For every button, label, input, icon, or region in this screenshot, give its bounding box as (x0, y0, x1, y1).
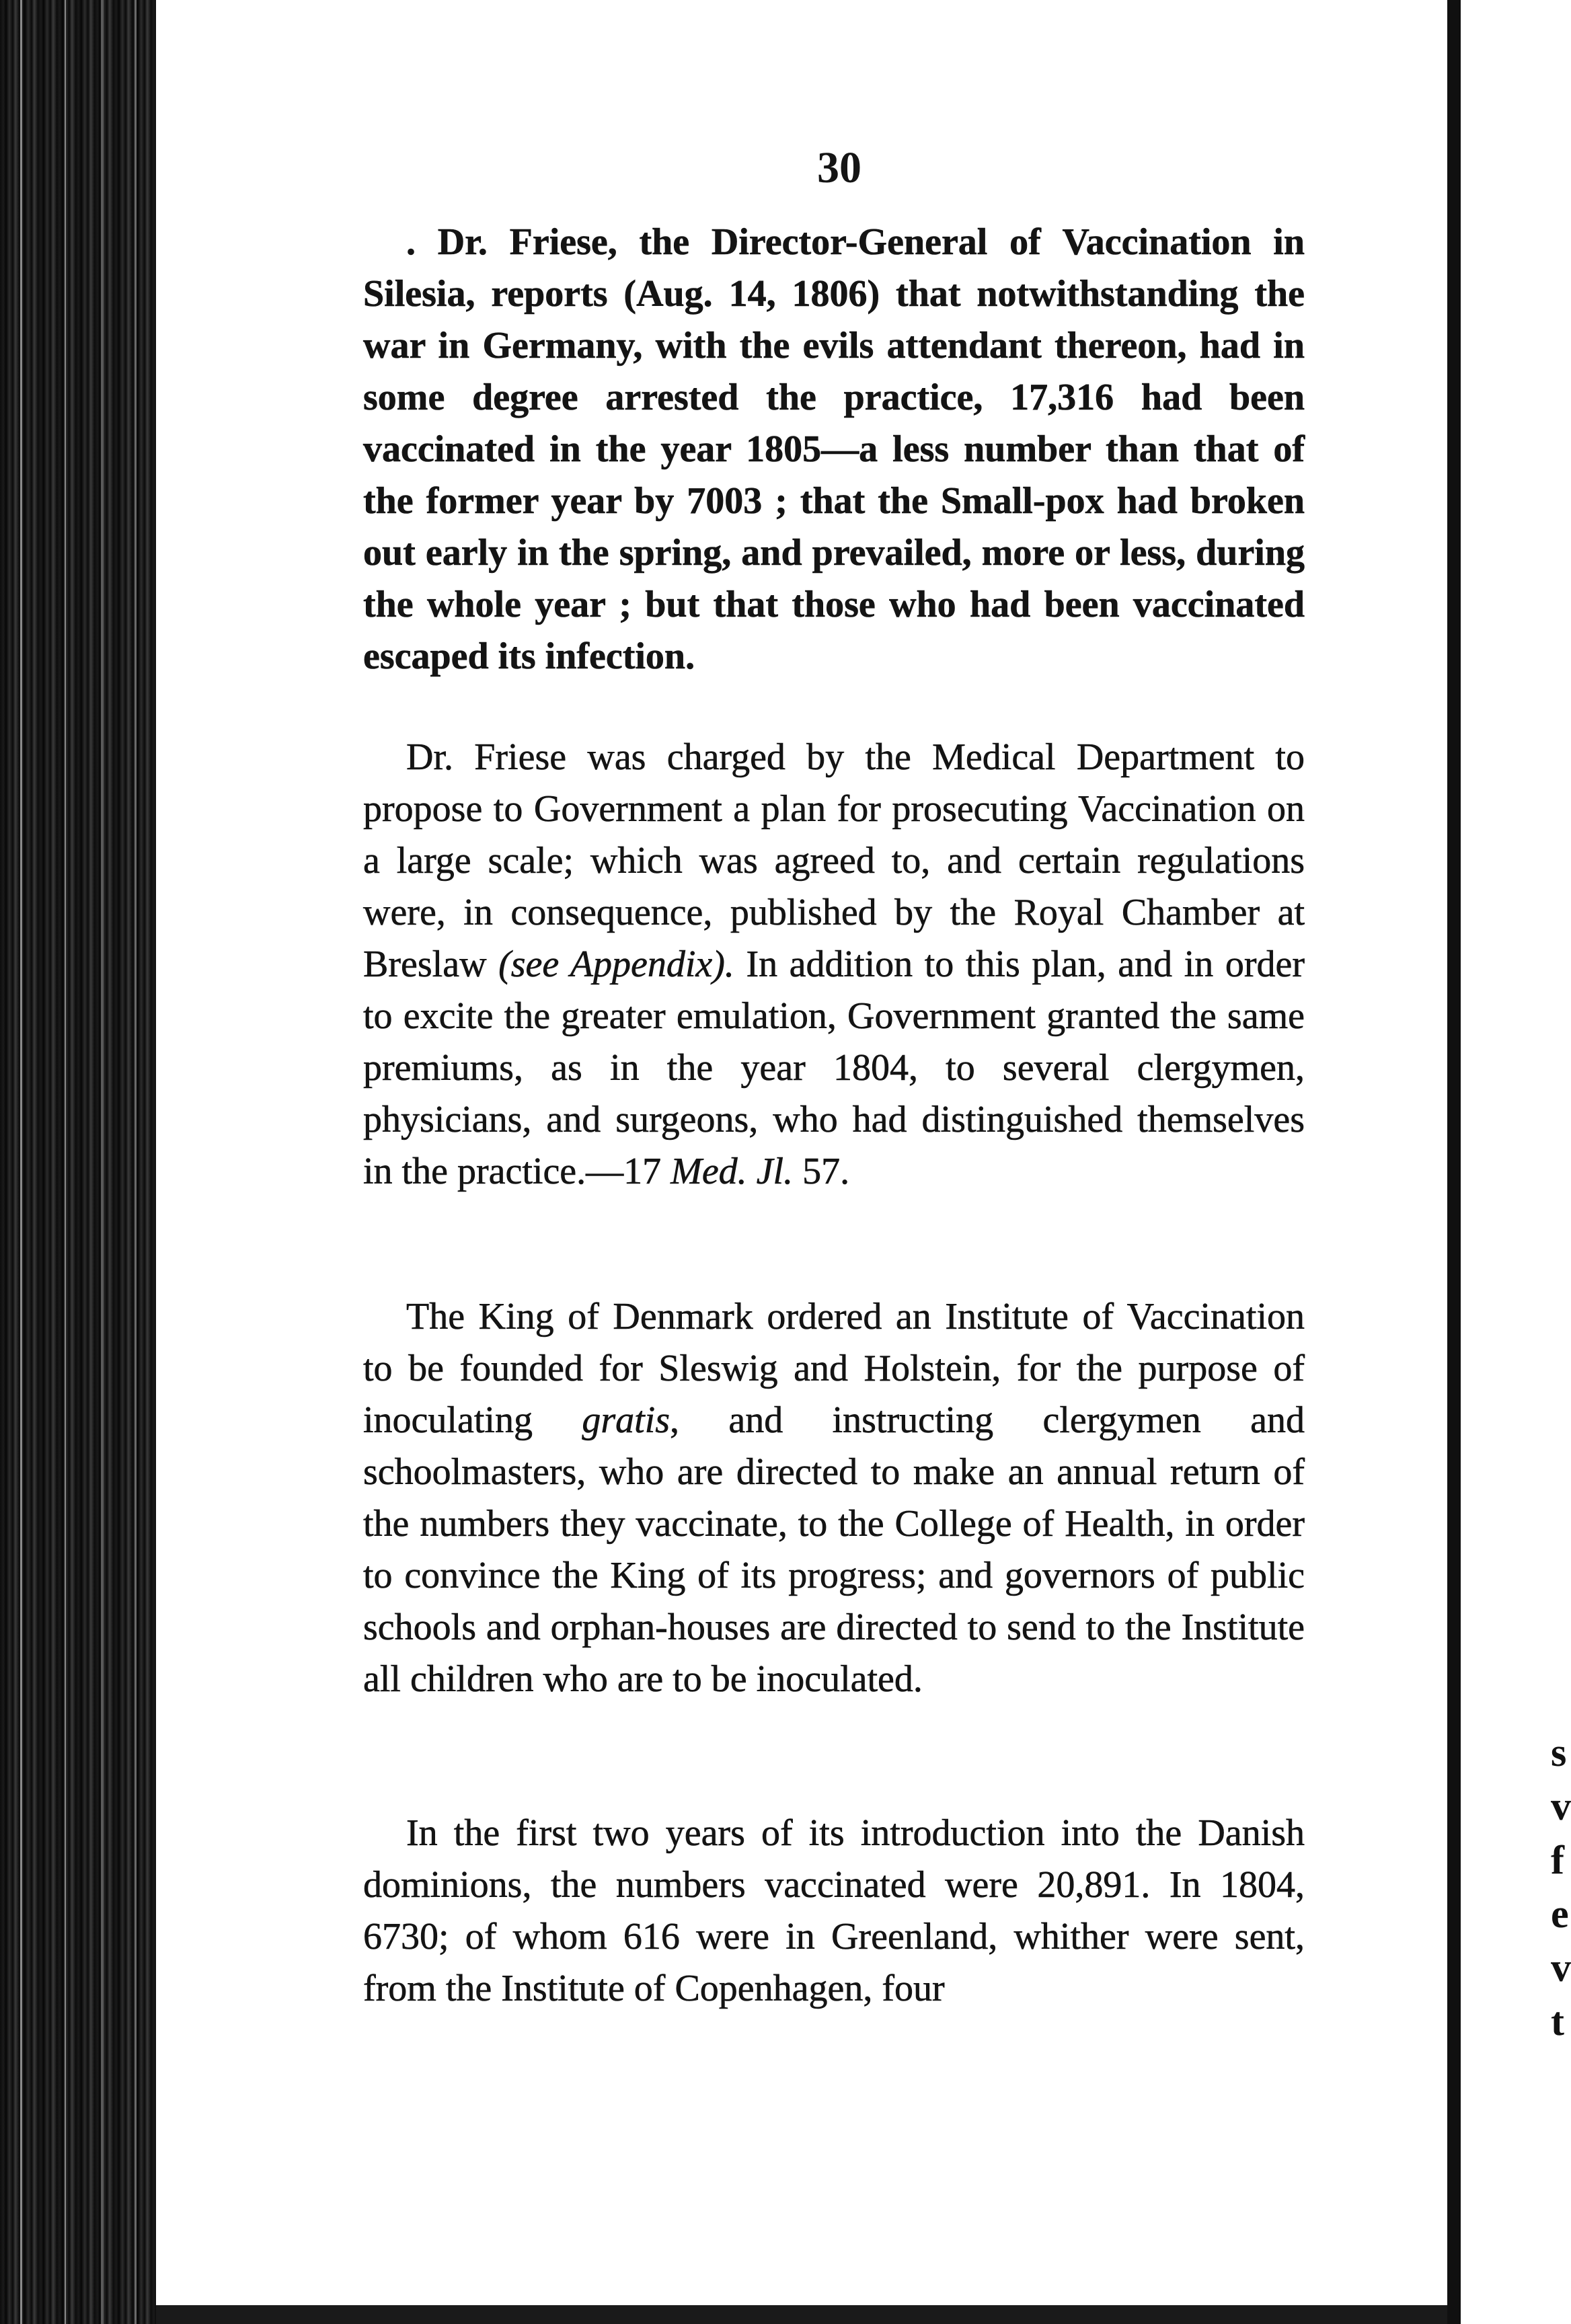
page-bottom-edge (156, 2305, 1447, 2324)
page-edge-shadow (1447, 0, 1461, 2324)
next-page-edge (1461, 0, 1571, 2324)
next-page-fragment: f (1551, 1838, 1564, 1882)
paragraph-denmark-institute (363, 1291, 1305, 1705)
paragraph-friese-report: . Dr. Friese, the Director-General of Vaccination in Silesia, reports (Aug. 14, 1806) that notwithstanding the war in Germany, with the evils attendant thereon, had in some degree arrested the practice, 17,316 had been vaccinated in the year 1805—a less number than that of the former year by 7003 ; that the Small-pox had broken out early in the spring, and prevailed, more or less, during the whole year ; but that those who had been vaccinated escaped its infection. (363, 221, 1305, 677)
next-page-fragment: t (1551, 1999, 1564, 2044)
paragraph-text: Dr. Friese was charged by the Medical Department to propose to Government a plan for prosecuting Vaccination on a large scale; which was agreed to, and certain regulations were, in consequence, published by the Royal Chamber at Breslaw (363, 736, 1305, 985)
citation-journal: Med. Jl. (670, 1151, 794, 1192)
next-page-fragment: e (1551, 1892, 1569, 1936)
page-number: 30 (817, 143, 861, 192)
book-binding (0, 0, 156, 2324)
gratis-term: gratis (582, 1399, 670, 1441)
paragraph-text: , and instructing clergymen and schoolmasters, who are directed to make an annual return of the numbers they vaccinate, to the College of Health, in order to convince the King of its progress; and governors of public schools and orphan-houses are directed to send to the Institute all children who are to be inoculated. (363, 1399, 1305, 1700)
paragraph-friese-plan (363, 732, 1305, 1198)
citation-page: 57. (793, 1151, 850, 1192)
appendix-reference: (see Appendix). (498, 943, 734, 985)
paragraph-danish-numbers: In the first two years of its introduction into the Danish dominions, the numbers vaccinated were 20,891. In 1804, 6730; of whom 616 were in Greenland, whither were sent, from the Institute of Copenhagen, four (363, 1812, 1305, 2009)
paragraph-text: The King of Denmark ordered an Institute of Vaccination to be founded for Sleswig and Holstein, for the purpose of inoculating (363, 1296, 1305, 1441)
next-page-fragment: v (1551, 1945, 1571, 1990)
paragraph-text: In addition to this plan, and in order to excite the greater emulation, Government granted the same premiums, as in the year 1804, to several clergymen, physicians, and surgeons, who had distinguished themselves in the practice.—17 (363, 943, 1305, 1192)
next-page-fragment: s (1551, 1730, 1567, 1775)
next-page-fragment: v (1551, 1784, 1571, 1828)
